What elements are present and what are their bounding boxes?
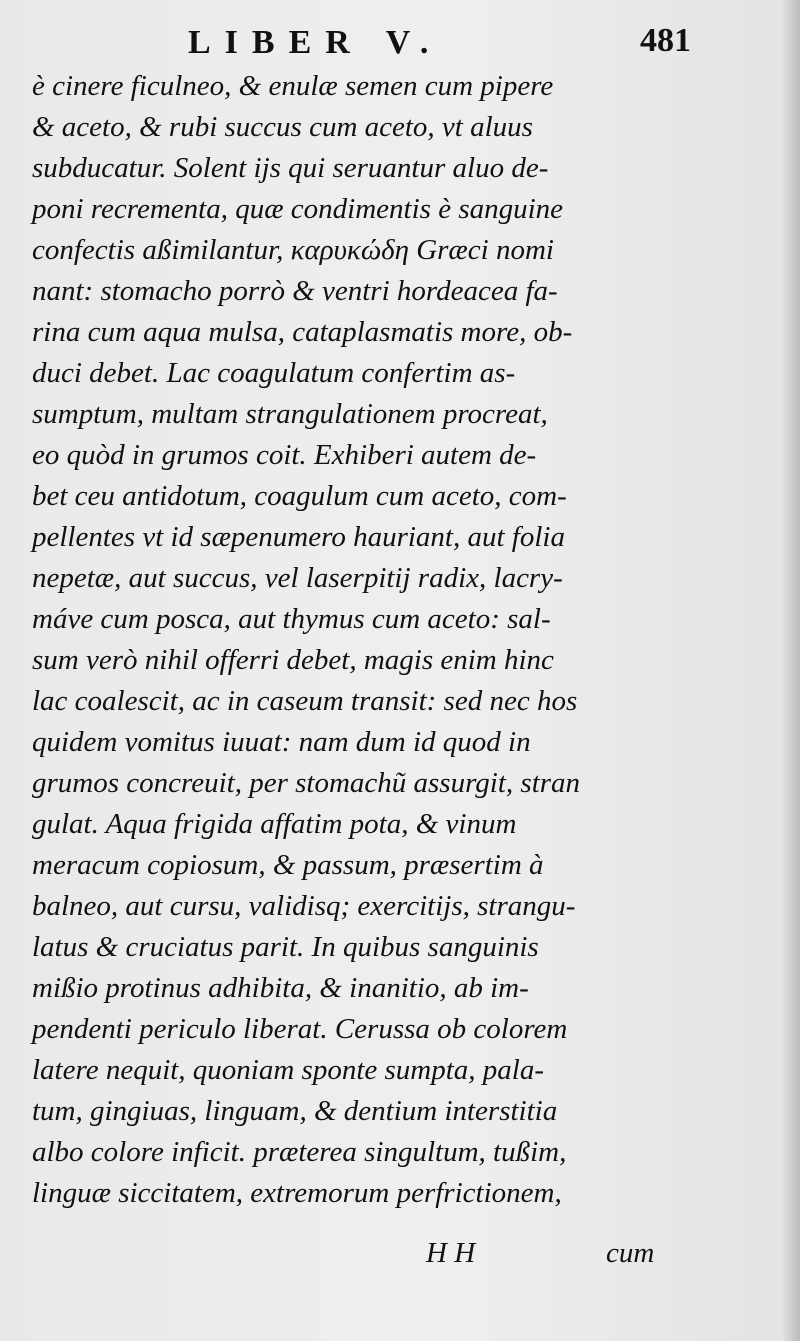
text-line-16: lac coalescit, ac in caseum transit: sed nec hos xyxy=(32,685,578,717)
text-line-14: máve cum posca, aut thymus cum aceto: sal- xyxy=(32,603,551,635)
text-line-10: eo quòd in grumos coit. Exhiberi autem de- xyxy=(32,439,537,471)
text-line-6: nant: stomacho porrò & ventri hordeacea fa- xyxy=(32,275,558,307)
text-line-21: balneo, aut cursu, validisq; exercitijs, strangu- xyxy=(32,890,576,922)
text-line-20: meracum copiosum, & passum, præsertim à xyxy=(32,849,544,881)
text-line-1: è cinere ficulneo, & enulæ semen cum pipere xyxy=(32,70,554,102)
text-line-15: sum verò nihil offerri debet, magis enim hinc xyxy=(32,644,554,676)
text-line-4: poni recrementa, quæ condimentis è sanguine xyxy=(32,193,564,225)
text-line-27: albo colore inficit. præterea singultum, tußim, xyxy=(32,1136,567,1168)
text-line-12: pellentes vt id sæpenumero hauriant, aut folia xyxy=(32,521,565,553)
text-line-24: pendenti periculo liberat. Cerussa ob colorem xyxy=(32,1013,568,1045)
text-line-13: nepetæ, aut succus, vel laserpitij radix, lacry- xyxy=(32,562,563,594)
catchline xyxy=(0,1237,800,1277)
text-line-18: grumos concreuit, per stomachũ assurgit, stran xyxy=(32,767,581,799)
text-line-2: & aceto, & rubi succus cum aceto, vt aluus xyxy=(32,111,533,143)
page-edge-shadow xyxy=(782,0,800,1341)
catchword: cum xyxy=(606,1237,655,1269)
text-line-5: confectis aßimilantur, καρυκώδη Græci nomi xyxy=(32,234,554,266)
body-text xyxy=(32,66,672,1214)
running-head: LIBER V. xyxy=(188,24,443,61)
text-line-17: quidem vomitus iuuat: nam dum id quod in xyxy=(32,726,531,758)
text-line-19: gulat. Aqua frigida affatim pota, & vinum xyxy=(32,808,517,840)
text-line-28: linguæ siccitatem, extremorum perfrictionem, xyxy=(32,1177,562,1209)
page-number: 481 xyxy=(640,22,691,59)
text-line-11: bet ceu antidotum, coagulum cum aceto, com- xyxy=(32,480,567,512)
text-line-23: mißio protinus adhibita, & inanitio, ab im- xyxy=(32,972,529,1004)
text-line-26: tum, gingiuas, linguam, & dentium interstitia xyxy=(32,1095,558,1127)
text-line-3: subducatur. Solent ijs qui seruantur aluo de- xyxy=(32,152,549,184)
text-line-22: latus & cruciatus parit. In quibus sanguinis xyxy=(32,931,539,963)
signature-mark: H H xyxy=(426,1237,476,1269)
text-line-9: sumptum, multam strangulationem procreat, xyxy=(32,398,548,430)
text-line-25: latere nequit, quoniam sponte sumpta, pala- xyxy=(32,1054,545,1086)
text-line-7: rina cum aqua mulsa, cataplasmatis more, ob- xyxy=(32,316,573,348)
text-line-8: duci debet. Lac coagulatum confertim as- xyxy=(32,357,516,389)
